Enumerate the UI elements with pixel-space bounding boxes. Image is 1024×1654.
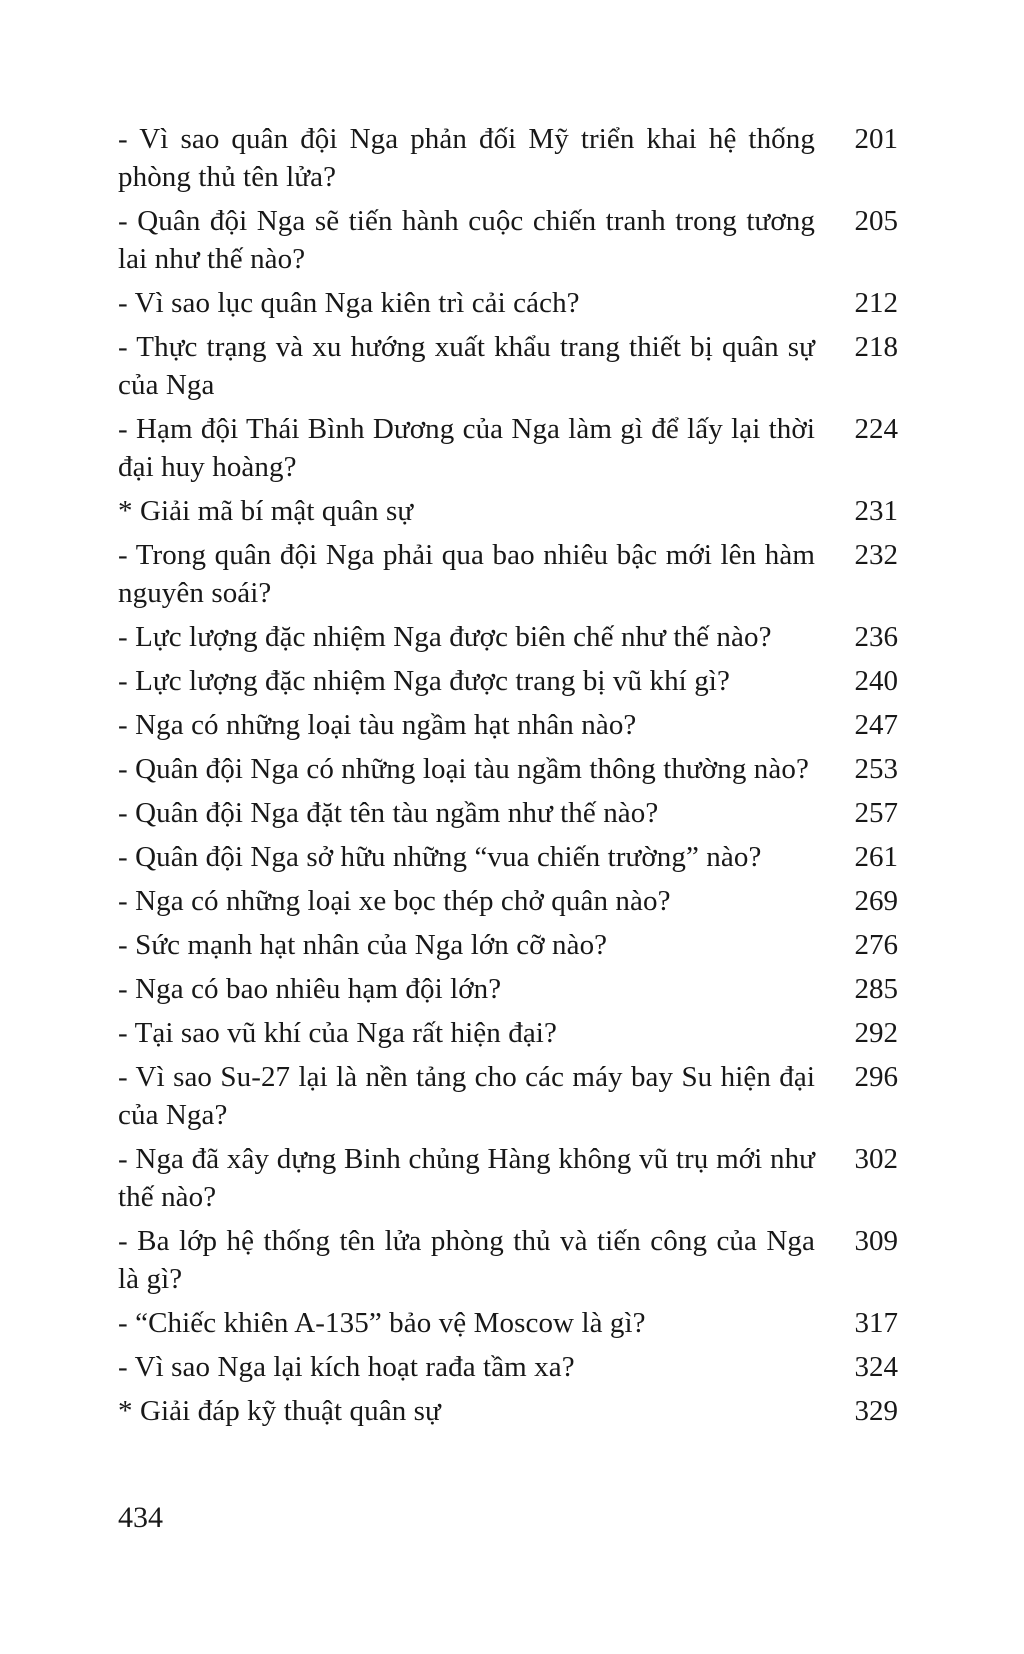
toc-entry-page-number: 292 bbox=[854, 1017, 898, 1049]
toc-entry-title: * Giải đáp kỹ thuật quân sự bbox=[118, 1395, 441, 1427]
toc-entry-page-number: 276 bbox=[854, 929, 898, 961]
toc-entry-page-number: 329 bbox=[854, 1395, 898, 1427]
toc-entry-page-number: 205 bbox=[854, 205, 898, 237]
toc-entry bbox=[118, 1140, 898, 1216]
toc-entry-page-number: 261 bbox=[854, 841, 898, 873]
toc-entry bbox=[118, 1304, 898, 1342]
toc-entry-page-number: 253 bbox=[854, 753, 898, 785]
toc-entry-title: - Sức mạnh hạt nhân của Nga lớn cỡ nào? bbox=[118, 929, 608, 961]
toc-entry-title: - Ba lớp hệ thống tên lửa phòng thủ và tiến công của Nga là gì? bbox=[118, 1225, 815, 1295]
toc-entry bbox=[118, 662, 898, 700]
toc-entry bbox=[118, 706, 898, 744]
toc-entry bbox=[118, 120, 898, 196]
toc-entry-title: - Lực lượng đặc nhiệm Nga được trang bị vũ khí gì? bbox=[118, 665, 730, 697]
toc-entry bbox=[118, 750, 898, 788]
toc-entry-page-number: 285 bbox=[854, 973, 898, 1005]
toc-entry bbox=[118, 410, 898, 486]
toc-entry bbox=[118, 970, 898, 1008]
toc-entry bbox=[118, 838, 898, 876]
toc-entry bbox=[118, 1014, 898, 1052]
toc-entry-page-number: 212 bbox=[854, 287, 898, 319]
toc-entry-page-number: 231 bbox=[854, 495, 898, 527]
toc-entry bbox=[118, 1058, 898, 1134]
toc-entry-title: - Quân đội Nga sẽ tiến hành cuộc chiến tranh trong tương lai như thế nào? bbox=[118, 205, 815, 275]
toc-entry bbox=[118, 794, 898, 832]
toc-entry-page-number: 218 bbox=[854, 331, 898, 363]
toc-entry bbox=[118, 202, 898, 278]
toc-entry-page-number: 236 bbox=[854, 621, 898, 653]
toc-entry-page-number: 317 bbox=[854, 1307, 898, 1339]
toc-entry bbox=[118, 882, 898, 920]
toc-entry-title: - Nga có những loại tàu ngầm hạt nhân nào? bbox=[118, 709, 637, 741]
toc-entry-title: - Thực trạng và xu hướng xuất khẩu trang thiết bị quân sự của Nga bbox=[118, 331, 815, 401]
toc-entry bbox=[118, 618, 898, 656]
toc-entry-title: - Quân đội Nga có những loại tàu ngầm thông thường nào? bbox=[118, 753, 809, 785]
toc-entry-title: - Nga có những loại xe bọc thép chở quân nào? bbox=[118, 885, 671, 917]
toc-entry-page-number: 302 bbox=[854, 1143, 898, 1175]
toc-entry-title: - Vì sao Nga lại kích hoạt rađa tầm xa? bbox=[118, 1351, 575, 1383]
toc-entry-title: - Lực lượng đặc nhiệm Nga được biên chế như thế nào? bbox=[118, 621, 772, 653]
toc-entry-page-number: 247 bbox=[854, 709, 898, 741]
toc-entry bbox=[118, 1222, 898, 1298]
toc-entry-page-number: 309 bbox=[854, 1225, 898, 1257]
toc-entry-title: - Vì sao quân đội Nga phản đối Mỹ triển khai hệ thống phòng thủ tên lửa? bbox=[118, 123, 815, 193]
toc-entry-title: - Tại sao vũ khí của Nga rất hiện đại? bbox=[118, 1017, 557, 1049]
toc-entry-page-number: 232 bbox=[854, 539, 898, 571]
toc-entry-title: - Vì sao lục quân Nga kiên trì cải cách? bbox=[118, 287, 580, 319]
toc-entry bbox=[118, 284, 898, 322]
toc-entry bbox=[118, 536, 898, 612]
toc-entry-page-number: 257 bbox=[854, 797, 898, 829]
toc-entry bbox=[118, 492, 898, 530]
table-of-contents bbox=[118, 120, 898, 1436]
toc-entry bbox=[118, 328, 898, 404]
toc-entry-title: - “Chiếc khiên A-135” bảo vệ Moscow là gì? bbox=[118, 1307, 646, 1339]
toc-entry-page-number: 240 bbox=[854, 665, 898, 697]
toc-entry-page-number: 296 bbox=[854, 1061, 898, 1093]
toc-entry-title: - Nga có bao nhiêu hạm đội lớn? bbox=[118, 973, 502, 1005]
footer-page-number: 434 bbox=[118, 1501, 163, 1534]
toc-entry-page-number: 324 bbox=[854, 1351, 898, 1383]
toc-entry-title: * Giải mã bí mật quân sự bbox=[118, 495, 414, 527]
toc-entry-title: - Nga đã xây dựng Binh chủng Hàng không vũ trụ mới như thế nào? bbox=[118, 1143, 815, 1213]
toc-entry-title: - Quân đội Nga đặt tên tàu ngầm như thế nào? bbox=[118, 797, 659, 829]
toc-entry-title: - Quân đội Nga sở hữu những “vua chiến trường” nào? bbox=[118, 841, 762, 873]
toc-entry-title: - Vì sao Su-27 lại là nền tảng cho các máy bay Su hiện đại của Nga? bbox=[118, 1061, 815, 1131]
toc-entry-title: - Hạm đội Thái Bình Dương của Nga làm gì để lấy lại thời đại huy hoàng? bbox=[118, 413, 815, 483]
toc-entry bbox=[118, 1392, 898, 1430]
toc-entry bbox=[118, 1348, 898, 1386]
toc-entry-page-number: 201 bbox=[854, 123, 898, 155]
toc-entry-page-number: 269 bbox=[854, 885, 898, 917]
toc-entry-title: - Trong quân đội Nga phải qua bao nhiêu bậc mới lên hàm nguyên soái? bbox=[118, 539, 815, 609]
toc-entry-page-number: 224 bbox=[854, 413, 898, 445]
toc-entry bbox=[118, 926, 898, 964]
